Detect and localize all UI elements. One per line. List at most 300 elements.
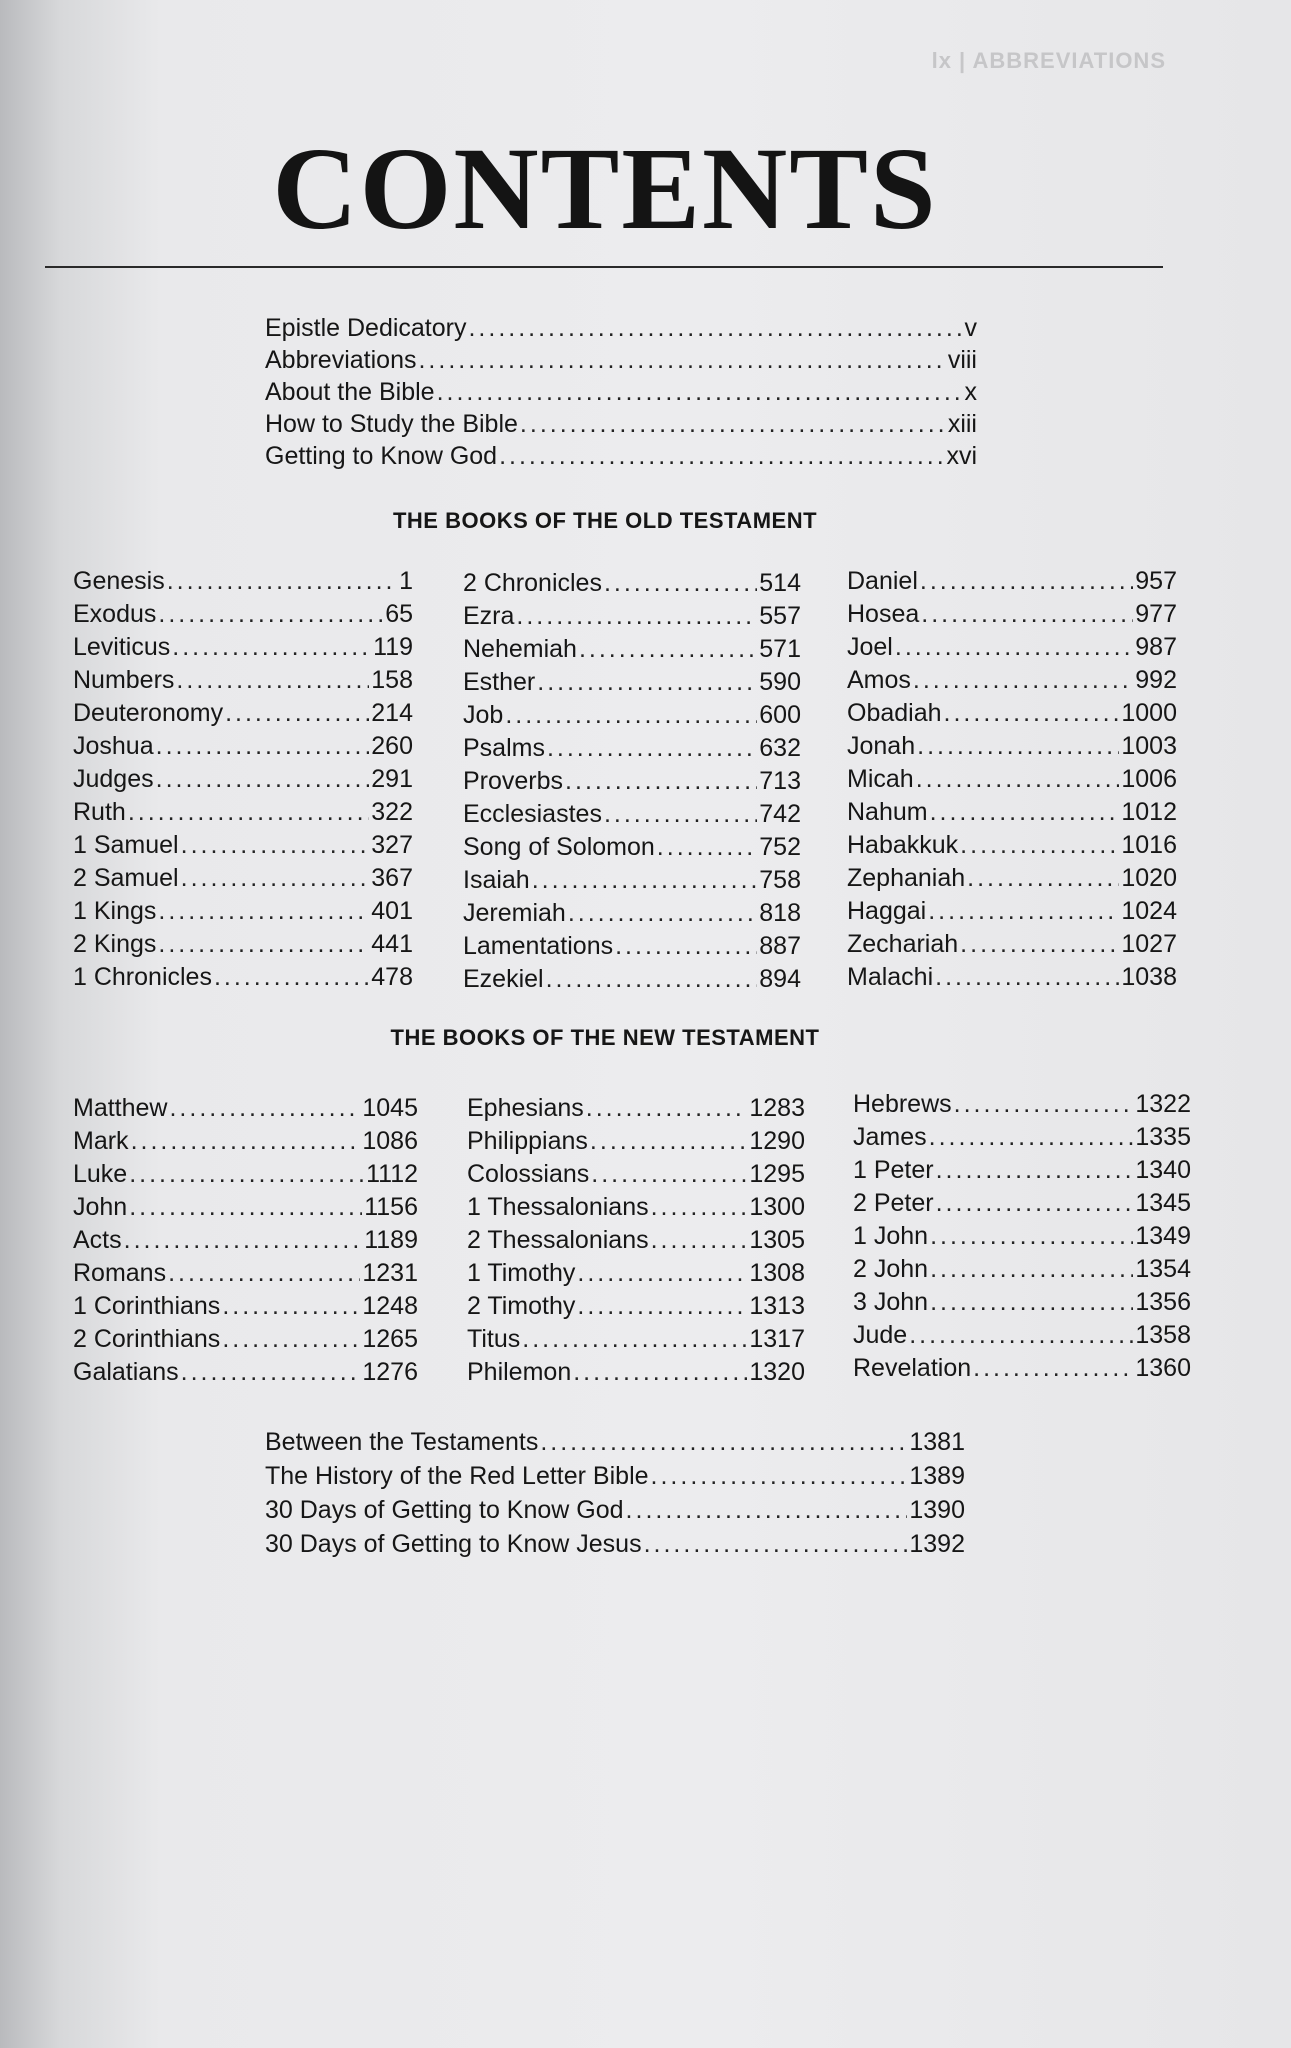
entry-name: Deuteronomy [73, 699, 224, 727]
entry-name: Getting to Know God [265, 442, 498, 470]
entry-name: 2 Samuel [73, 864, 179, 892]
entry-name: 3 John [853, 1288, 929, 1316]
entry-name: Nahum [847, 798, 928, 826]
leader-dots [537, 666, 757, 699]
entry-name: Leviticus [73, 633, 171, 661]
entry-name: Jude [853, 1321, 908, 1349]
entry-name: Proverbs [463, 767, 564, 795]
toc-entry [463, 798, 801, 831]
entry-page: 987 [1135, 633, 1177, 661]
leader-dots [586, 1092, 748, 1125]
entry-name: Acts [73, 1226, 122, 1254]
entry-name: Judges [73, 765, 154, 793]
leader-dots [158, 895, 369, 928]
entry-name: Joshua [73, 732, 154, 760]
leader-dots [167, 565, 397, 598]
entry-page: 1317 [749, 1325, 805, 1353]
old-testament-heading: THE BOOKS OF THE OLD TESTAMENT [392, 508, 818, 533]
nt-column-3 [853, 1088, 1191, 1385]
entry-page: 894 [759, 965, 801, 993]
leader-dots [156, 763, 370, 796]
toc-entry [847, 961, 1177, 994]
entry-page: 1 [399, 567, 413, 595]
entry-page: 1360 [1135, 1354, 1191, 1382]
leader-dots [573, 1356, 747, 1389]
leader-dots [222, 1323, 360, 1356]
nt-column-2 [467, 1092, 805, 1389]
toc-entry [853, 1220, 1191, 1253]
entry-page: 1038 [1121, 963, 1177, 991]
entry-name: 1 John [853, 1222, 929, 1250]
leader-dots [895, 631, 1133, 664]
entry-name: Job [463, 701, 504, 729]
leader-dots [591, 1158, 747, 1191]
toc-entry [467, 1257, 805, 1290]
leader-dots [156, 730, 370, 763]
leader-dots [930, 796, 1120, 829]
entry-page: 260 [371, 732, 413, 760]
entry-page: 1265 [362, 1325, 418, 1353]
entry-page: 1231 [362, 1259, 418, 1287]
toc-entry [463, 732, 801, 765]
leader-dots [568, 897, 757, 930]
entry-name: Titus [467, 1325, 521, 1353]
leader-dots [651, 1191, 748, 1224]
toc-entry [73, 796, 413, 829]
leader-dots [547, 732, 757, 765]
leader-dots [651, 1459, 908, 1493]
entry-name: Daniel [847, 567, 918, 595]
entry-page: xiii [947, 410, 977, 438]
entry-name: Ezekiel [463, 965, 544, 993]
toc-entry [463, 600, 801, 633]
toc-entry [467, 1158, 805, 1191]
toc-entry [467, 1290, 805, 1323]
leader-dots [131, 1125, 361, 1158]
entry-page: 1340 [1135, 1156, 1191, 1184]
toc-entry [73, 763, 413, 796]
leader-dots [935, 961, 1119, 994]
entry-page: 1389 [909, 1462, 965, 1490]
nt-column-1 [73, 1092, 418, 1389]
entry-page: x [964, 378, 977, 406]
leader-dots [128, 796, 369, 829]
entry-page: 887 [759, 932, 801, 960]
entry-name: Hebrews [853, 1090, 952, 1118]
entry-name: Lamentations [463, 932, 614, 960]
entry-page: 1354 [1135, 1255, 1191, 1283]
toc-entry [265, 408, 977, 440]
toc-entry [73, 1290, 418, 1323]
toc-entry [463, 930, 801, 963]
toc-entry [73, 1356, 418, 1389]
entry-page: 65 [385, 600, 413, 628]
entry-name: Haggai [847, 897, 927, 925]
toc-entry [265, 312, 977, 344]
entry-name: 1 Peter [853, 1156, 934, 1184]
entry-page: 1313 [749, 1292, 805, 1320]
entry-name: Mark [73, 1127, 129, 1155]
toc-entry [847, 763, 1177, 796]
leader-dots [468, 312, 962, 344]
page-title: CONTENTS [272, 123, 938, 254]
entry-page: 1349 [1135, 1222, 1191, 1250]
entry-name: Philemon [467, 1358, 572, 1386]
entry-name: Exodus [73, 600, 157, 628]
entry-page: 1358 [1135, 1321, 1191, 1349]
toc-entry [463, 897, 801, 930]
entry-page: 1086 [362, 1127, 418, 1155]
entry-page: 758 [759, 866, 801, 894]
entry-name: Micah [847, 765, 914, 793]
toc-entry [73, 697, 413, 730]
leader-dots [577, 1257, 747, 1290]
entry-page: 441 [371, 930, 413, 958]
leader-dots [936, 1154, 1134, 1187]
toc-entry [847, 895, 1177, 928]
toc-entry [73, 961, 413, 994]
entry-page: 557 [759, 602, 801, 630]
leader-dots [181, 862, 370, 895]
entry-name: Jeremiah [463, 899, 566, 927]
leader-dots [520, 408, 946, 440]
entry-page: viii [947, 346, 977, 374]
entry-name: 2 Thessalonians [467, 1226, 649, 1254]
entry-page: 478 [371, 963, 413, 991]
entry-name: Hosea [847, 600, 920, 628]
entry-page: 367 [371, 864, 413, 892]
leader-dots [418, 344, 945, 376]
leader-dots [532, 864, 758, 897]
toc-entry [463, 765, 801, 798]
leader-dots [499, 440, 944, 472]
entry-page: 992 [1135, 666, 1177, 694]
leader-dots [644, 1527, 908, 1561]
entry-page: 1112 [366, 1160, 418, 1188]
entry-page: 1006 [1121, 765, 1177, 793]
leader-dots [169, 1092, 360, 1125]
entry-name: Zechariah [847, 930, 959, 958]
entry-page: 291 [371, 765, 413, 793]
ot-column-1 [73, 565, 413, 994]
front-matter-list [265, 312, 977, 472]
entry-page: 632 [759, 734, 801, 762]
entry-name: Zephaniah [847, 864, 966, 892]
entry-page: 1156 [364, 1193, 418, 1221]
entry-page: 1276 [362, 1358, 418, 1386]
leader-dots [158, 598, 383, 631]
entry-name: Galatians [73, 1358, 179, 1386]
toc-entry [73, 1191, 418, 1224]
entry-page: 713 [759, 767, 801, 795]
toc-entry [463, 864, 801, 897]
entry-name: Jonah [847, 732, 916, 760]
leader-dots [214, 961, 369, 994]
entry-name: Psalms [463, 734, 545, 762]
toc-entry [847, 598, 1177, 631]
toc-entry [467, 1224, 805, 1257]
entry-page: 119 [373, 633, 413, 661]
entry-name: 1 Timothy [467, 1259, 576, 1287]
entry-name: Joel [847, 633, 893, 661]
title-rule [45, 266, 1163, 268]
toc-entry [73, 1125, 418, 1158]
leader-dots [921, 598, 1133, 631]
toc-entry [463, 831, 801, 864]
toc-entry [847, 796, 1177, 829]
toc-entry [463, 567, 801, 600]
toc-entry [73, 664, 413, 697]
leader-dots [516, 600, 757, 633]
leader-dots [577, 1290, 747, 1323]
entry-page: 1295 [749, 1160, 805, 1188]
entry-page: 1248 [362, 1292, 418, 1320]
ot-column-2 [463, 567, 801, 996]
entry-name: 2 Kings [73, 930, 157, 958]
leader-dots [913, 664, 1133, 697]
entry-page: 1027 [1121, 930, 1177, 958]
toc-entry [265, 1527, 965, 1561]
ot-column-3 [847, 565, 1177, 994]
leader-dots [168, 1257, 360, 1290]
entry-page: 214 [371, 699, 413, 727]
entry-name: Matthew [73, 1094, 168, 1122]
entry-name: Esther [463, 668, 536, 696]
leader-dots [437, 376, 963, 408]
entry-name: 30 Days of Getting to Know Jesus [265, 1530, 642, 1558]
leader-dots [626, 1493, 908, 1527]
new-testament-heading: THE BOOKS OF THE NEW TESTAMENT [390, 1025, 820, 1050]
leader-dots [615, 930, 757, 963]
entry-page: 1392 [909, 1530, 965, 1558]
entry-name: Genesis [73, 567, 165, 595]
entry-page: 401 [371, 897, 413, 925]
entry-page: 1000 [1121, 699, 1177, 727]
entry-page: 1016 [1121, 831, 1177, 859]
toc-entry [853, 1187, 1191, 1220]
toc-entry [73, 1257, 418, 1290]
entry-name: How to Study the Bible [265, 410, 518, 438]
leader-dots [920, 565, 1133, 598]
leader-dots [522, 1323, 747, 1356]
entry-page: 1345 [1135, 1189, 1191, 1217]
entry-page: 1189 [364, 1226, 418, 1254]
leader-dots [954, 1088, 1134, 1121]
entry-page: 1308 [749, 1259, 805, 1287]
toc-entry [467, 1356, 805, 1389]
toc-entry [847, 730, 1177, 763]
toc-entry [847, 664, 1177, 697]
leader-dots [172, 631, 371, 664]
leader-dots [124, 1224, 363, 1257]
toc-entry [853, 1352, 1191, 1385]
toc-entry [265, 344, 977, 376]
toc-entry [853, 1286, 1191, 1319]
toc-entry [847, 862, 1177, 895]
entry-page: 514 [759, 569, 801, 597]
entry-page: 818 [759, 899, 801, 927]
toc-entry [73, 598, 413, 631]
entry-name: Malachi [847, 963, 934, 991]
toc-entry [73, 1323, 418, 1356]
entry-page: 1381 [909, 1428, 965, 1456]
entry-page: 158 [371, 666, 413, 694]
leader-dots [176, 664, 369, 697]
toc-entry [265, 440, 977, 472]
entry-page: 327 [371, 831, 413, 859]
leader-dots [590, 1125, 747, 1158]
toc-entry [847, 928, 1177, 961]
toc-entry [73, 631, 413, 664]
entry-page: 1290 [749, 1127, 805, 1155]
toc-entry [467, 1191, 805, 1224]
toc-entry [467, 1125, 805, 1158]
entry-name: 1 Corinthians [73, 1292, 221, 1320]
leader-dots [967, 862, 1119, 895]
toc-entry [463, 699, 801, 732]
entry-page: 1390 [909, 1496, 965, 1524]
entry-page: 1020 [1121, 864, 1177, 892]
entry-name: Colossians [467, 1160, 590, 1188]
toc-entry [73, 1092, 418, 1125]
entry-page: 1283 [749, 1094, 805, 1122]
toc-entry [265, 1493, 965, 1527]
toc-entry [847, 565, 1177, 598]
toc-entry [853, 1121, 1191, 1154]
entry-name: 2 Corinthians [73, 1325, 221, 1353]
entry-name: Ruth [73, 798, 126, 826]
toc-entry [265, 376, 977, 408]
leader-dots [505, 699, 757, 732]
toc-entry [463, 633, 801, 666]
toc-entry [265, 1425, 965, 1459]
leader-dots [917, 730, 1119, 763]
entry-page: 600 [759, 701, 801, 729]
entry-name: 1 Chronicles [73, 963, 212, 991]
entry-name: Ecclesiastes [463, 800, 602, 828]
entry-name: 1 Samuel [73, 831, 179, 859]
leader-dots [181, 1356, 361, 1389]
entry-page: 977 [1135, 600, 1177, 628]
entry-page: xvi [946, 442, 977, 470]
entry-page: 1024 [1121, 897, 1177, 925]
entry-name: Amos [847, 666, 911, 694]
leader-dots [129, 1158, 364, 1191]
entry-name: Ezra [463, 602, 515, 630]
leader-dots [565, 765, 757, 798]
entry-page: 1335 [1135, 1123, 1191, 1151]
entry-name: Ephesians [467, 1094, 584, 1122]
entry-page: 1003 [1121, 732, 1177, 760]
entry-name: Philippians [467, 1127, 588, 1155]
entry-name: John [73, 1193, 128, 1221]
entry-page: 1305 [749, 1226, 805, 1254]
toc-entry [847, 631, 1177, 664]
entry-name: Abbreviations [265, 346, 417, 374]
leader-dots [930, 1220, 1133, 1253]
entry-name: 2 Chronicles [463, 569, 602, 597]
entry-name: The History of the Red Letter Bible [265, 1462, 649, 1490]
toc-entry [73, 565, 413, 598]
leader-dots [930, 1286, 1133, 1319]
entry-name: 1 Thessalonians [467, 1193, 649, 1221]
entry-page: 742 [759, 800, 801, 828]
toc-entry [853, 1088, 1191, 1121]
toc-entry [467, 1323, 805, 1356]
toc-entry [853, 1319, 1191, 1352]
leader-dots [930, 1253, 1133, 1286]
leader-dots [222, 1290, 360, 1323]
leader-dots [944, 697, 1120, 730]
entry-page: 1320 [749, 1358, 805, 1386]
bleed-through-header: lx | ABBREVIATIONS [931, 48, 1166, 73]
toc-entry [463, 963, 801, 996]
leader-dots [960, 829, 1119, 862]
entry-page: 1012 [1121, 798, 1177, 826]
toc-entry [847, 829, 1177, 862]
toc-entry [73, 895, 413, 928]
entry-page: 1322 [1135, 1090, 1191, 1118]
entry-page: 322 [371, 798, 413, 826]
entry-page: 571 [759, 635, 801, 663]
leader-dots [928, 895, 1119, 928]
entry-name: Obadiah [847, 699, 942, 727]
entry-page: v [964, 314, 977, 342]
entry-page: 1356 [1135, 1288, 1191, 1316]
entry-name: Habakkuk [847, 831, 959, 859]
leader-dots [225, 697, 369, 730]
leader-dots [579, 633, 757, 666]
toc-entry [73, 829, 413, 862]
entry-name: Romans [73, 1259, 167, 1287]
entry-name: 1 Kings [73, 897, 157, 925]
leader-dots [916, 763, 1120, 796]
leader-dots [181, 829, 370, 862]
leader-dots [540, 1425, 907, 1459]
entry-name: Revelation [853, 1354, 972, 1382]
entry-name: 2 Peter [853, 1189, 934, 1217]
leader-dots [604, 798, 757, 831]
toc-entry [73, 928, 413, 961]
leader-dots [960, 928, 1119, 961]
toc-entry [467, 1092, 805, 1125]
entry-name: Nehemiah [463, 635, 577, 663]
entry-page: 1300 [749, 1193, 805, 1221]
entry-name: James [853, 1123, 927, 1151]
toc-entry [73, 730, 413, 763]
leader-dots [158, 928, 369, 961]
entry-name: 30 Days of Getting to Know God [265, 1496, 624, 1524]
entry-name: Between the Testaments [265, 1428, 539, 1456]
toc-entry [463, 666, 801, 699]
entry-page: 957 [1135, 567, 1177, 595]
toc-entry [73, 1158, 418, 1191]
entry-name: Song of Solomon [463, 833, 655, 861]
entry-page: 590 [759, 668, 801, 696]
entry-page: 752 [759, 833, 801, 861]
entry-name: Numbers [73, 666, 175, 694]
leader-dots [657, 831, 757, 864]
leader-dots [936, 1187, 1134, 1220]
leader-dots [651, 1224, 748, 1257]
toc-entry [847, 697, 1177, 730]
toc-entry [265, 1459, 965, 1493]
toc-entry [73, 862, 413, 895]
entry-name: 2 Timothy [467, 1292, 576, 1320]
leader-dots [546, 963, 758, 996]
leader-dots [129, 1191, 362, 1224]
toc-entry [73, 1224, 418, 1257]
